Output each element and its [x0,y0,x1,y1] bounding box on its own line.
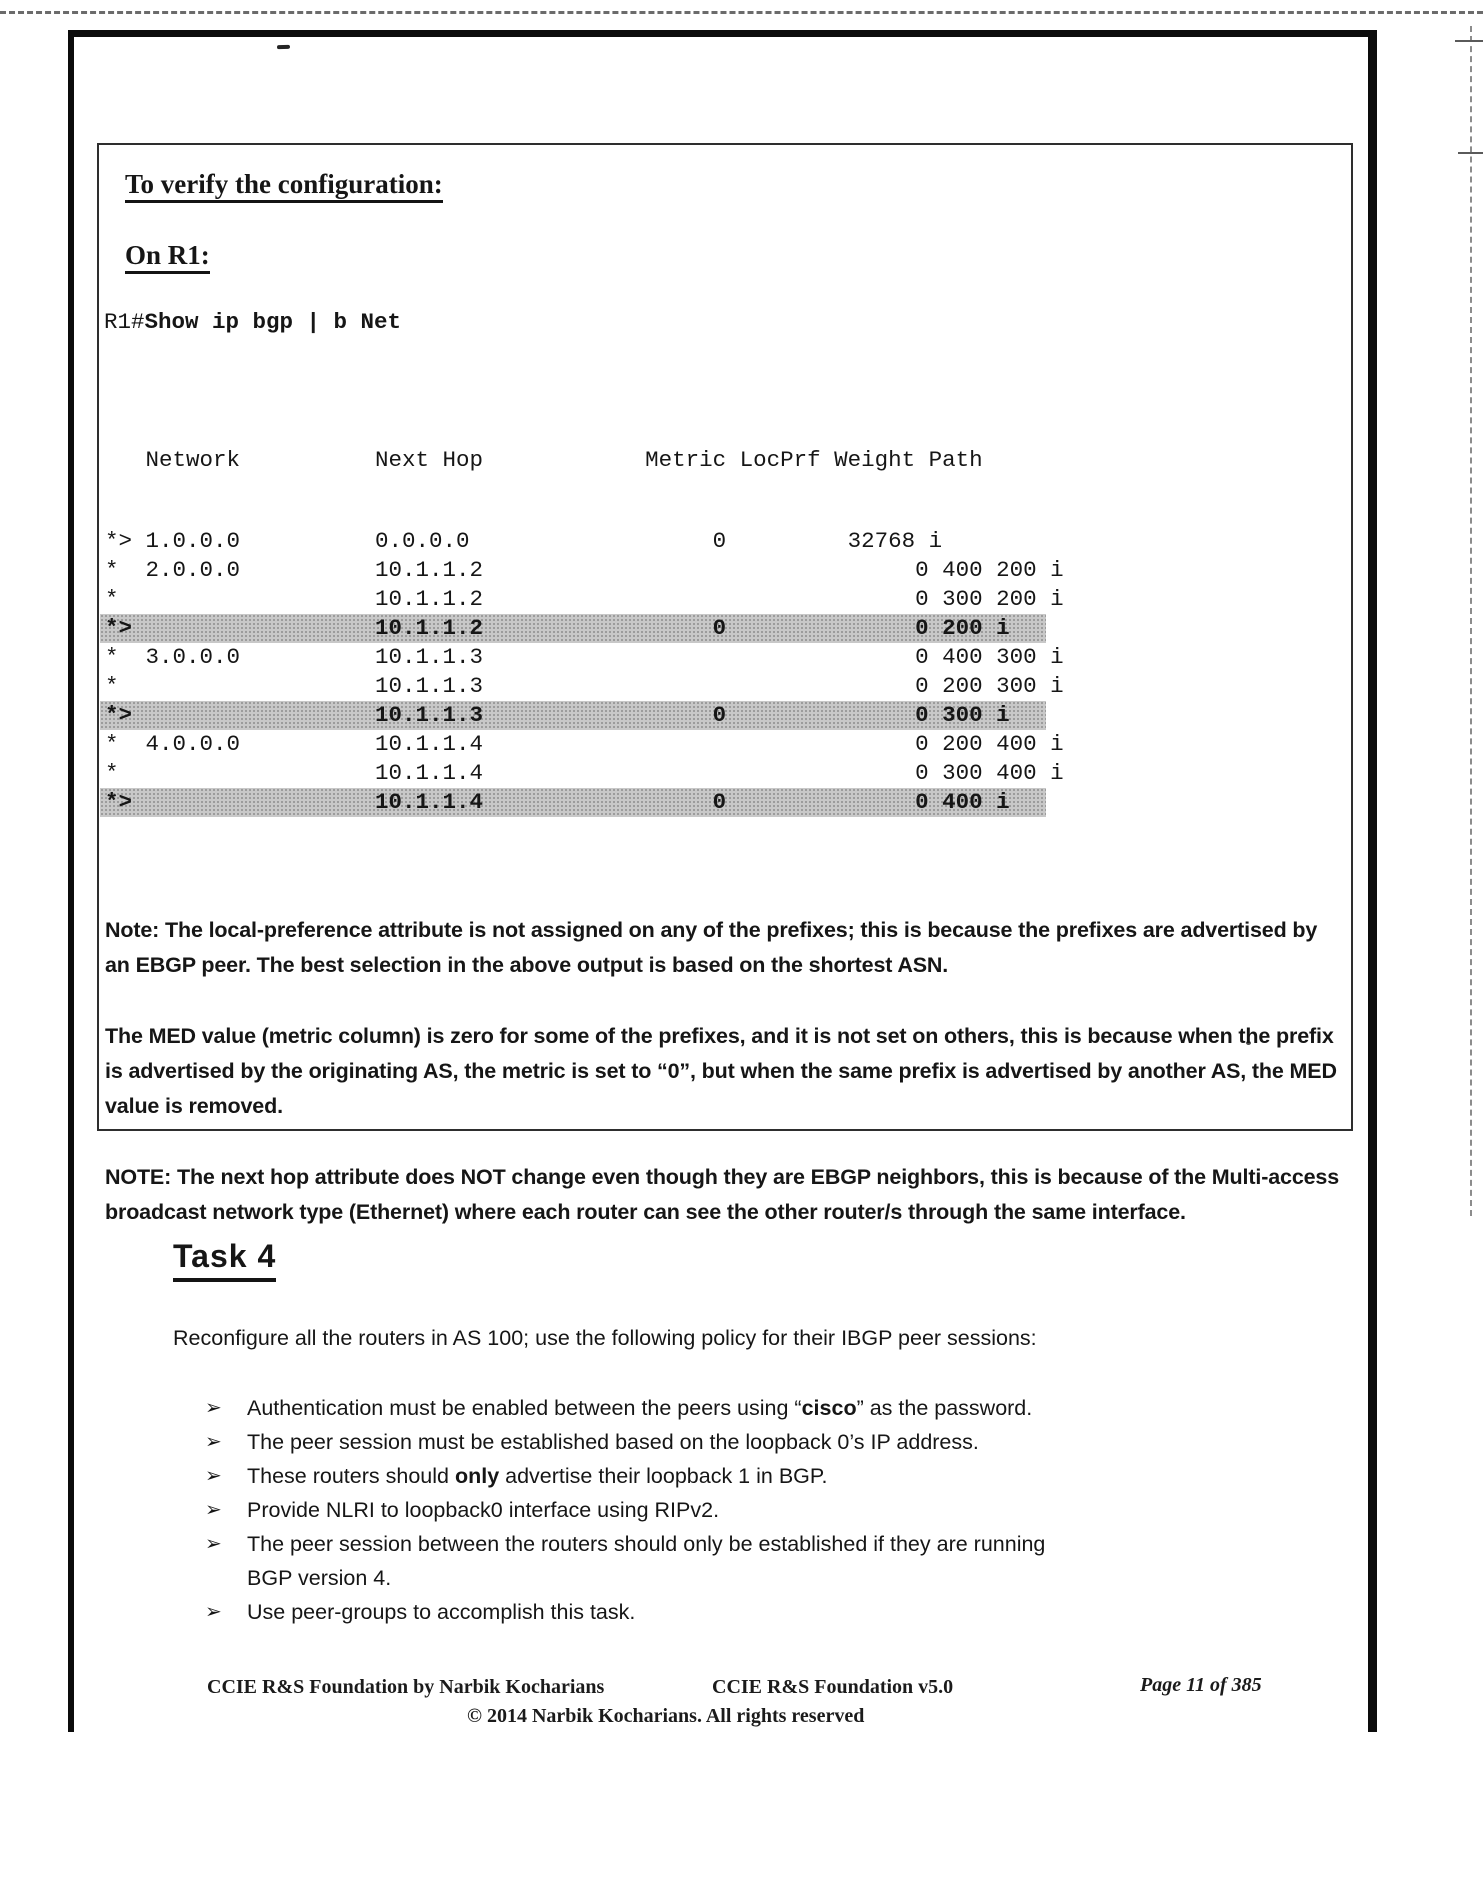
bgp-table-header: Network Next Hop Metric LocPrf Weight Path [105,447,983,473]
bgp-table-row: * 10.1.1.3 0 200 300 i [105,673,1064,699]
verify-heading [125,169,1351,200]
scan-artifact-right-dashed-line [1470,26,1472,1216]
bullet-text: These routers should [247,1464,455,1488]
bullet-text: advertise their loopback 1 in BGP. [499,1464,828,1488]
task-bullet-item [205,1493,1165,1527]
bullet-arrow-icon: ➢ [205,1601,222,1623]
bullet-text: Use peer-groups to accomplish this task. [247,1600,636,1624]
task-title [173,1238,1313,1275]
bullet-text: BGP version 4. [247,1566,392,1590]
device-heading [125,240,1351,271]
bullet-text: The peer session between the routers should only be established if they are running [247,1532,1046,1556]
bgp-table-rows [105,527,1351,817]
task-bullet-item [205,1391,1165,1425]
task-section [173,1238,1313,1629]
bullet-text: only [454,1464,500,1488]
cli-command: Show ip bgp | b Net [144,309,402,335]
bgp-table-row-best: *> 10.1.1.3 0 0 300 i [100,701,1046,730]
bullet-text: Authentication must be enabled between the peers using “ [247,1396,802,1420]
note-local-preference: Note: The local-preference attribute is not assigned on any of the prefixes; this is because the prefixes are advertised by an EBGP peer. The best selection in the above output is based on the shortest ASN. [105,918,1318,977]
note-med-value: The MED value (metric column) is zero for some of the prefixes, and it is not set on others, this is because when the prefix is advertised by the originating AS, the metric is set to “0”, but when the same prefix is advertised by another AS, the MED value is removed. [105,1024,1337,1118]
bgp-table-row: * 4.0.0.0 10.1.1.4 0 200 400 i [105,731,1064,757]
bgp-table-row: * 2.0.0.0 10.1.1.2 0 400 200 i [105,557,1064,583]
task-intro: Reconfigure all the routers in AS 100; use the following policy for their IBGP peer sessions: [173,1326,1037,1350]
verify-heading-text: To verify the configuration: [125,169,443,203]
bgp-table-row: * 10.1.1.4 0 300 400 i [105,760,1064,786]
bgp-table-row: * 10.1.1.2 0 300 200 i [105,586,1064,612]
task-bullet-item [205,1425,1165,1459]
bullet-arrow-icon: ➢ [205,1533,222,1555]
scan-artifact-top-dashed-line [0,11,1483,14]
task-bullet-item [205,1595,1165,1629]
scan-artifact-tick [1458,152,1483,154]
task-title-text: Task 4 [173,1238,276,1282]
notes-section [105,913,1343,1230]
bgp-table [105,394,1351,869]
bullet-arrow-icon: ➢ [205,1499,222,1521]
device-heading-text: On R1: [125,240,210,274]
footer-copyright: © 2014 Narbik Kocharians. All rights reserved [467,1705,865,1727]
bullet-arrow-icon: ➢ [205,1431,222,1453]
bgp-table-row-best: *> 10.1.1.4 0 0 400 i [100,788,1046,817]
bullet-text: Provide NLRI to loopback0 interface using RIPv2. [247,1498,720,1522]
bullet-text: cisco [801,1396,857,1420]
cli-prompt: R1# [104,309,145,335]
task-bullet-item [205,1459,1165,1493]
bullet-arrow-icon: ➢ [205,1465,222,1487]
bullet-text: ” as the password. [856,1396,1033,1420]
footer-page-number: Page 11 of 385 [1140,1674,1262,1696]
bullet-arrow-icon: ➢ [205,1397,222,1419]
bgp-table-row-best: *> 10.1.1.2 0 0 200 i [100,614,1046,643]
bgp-table-row: * 3.0.0.0 10.1.1.3 0 400 300 i [105,644,1064,670]
task-bullet-list [173,1391,1165,1629]
footer-book-title: CCIE R&S Foundation by Narbik Kocharians [207,1676,605,1698]
footer-edition: CCIE R&S Foundation v5.0 [712,1676,954,1698]
bullet-text: The peer session must be established based on the loopback 0’s IP address. [247,1430,979,1454]
cli-command-line [104,309,1351,336]
task-bullet-item [205,1527,1165,1595]
bgp-table-row: *> 1.0.0.0 0.0.0.0 0 32768 i [105,528,943,554]
scan-artifact-tick [1455,40,1483,42]
verification-box [97,143,1353,1224]
note-next-hop: NOTE: The next hop attribute does NOT change even though they are EBGP neighbors, this is because of the Multi-access broadcast network type (Ethernet) where each router can see the other router/s through the same interface. [105,1165,1340,1224]
